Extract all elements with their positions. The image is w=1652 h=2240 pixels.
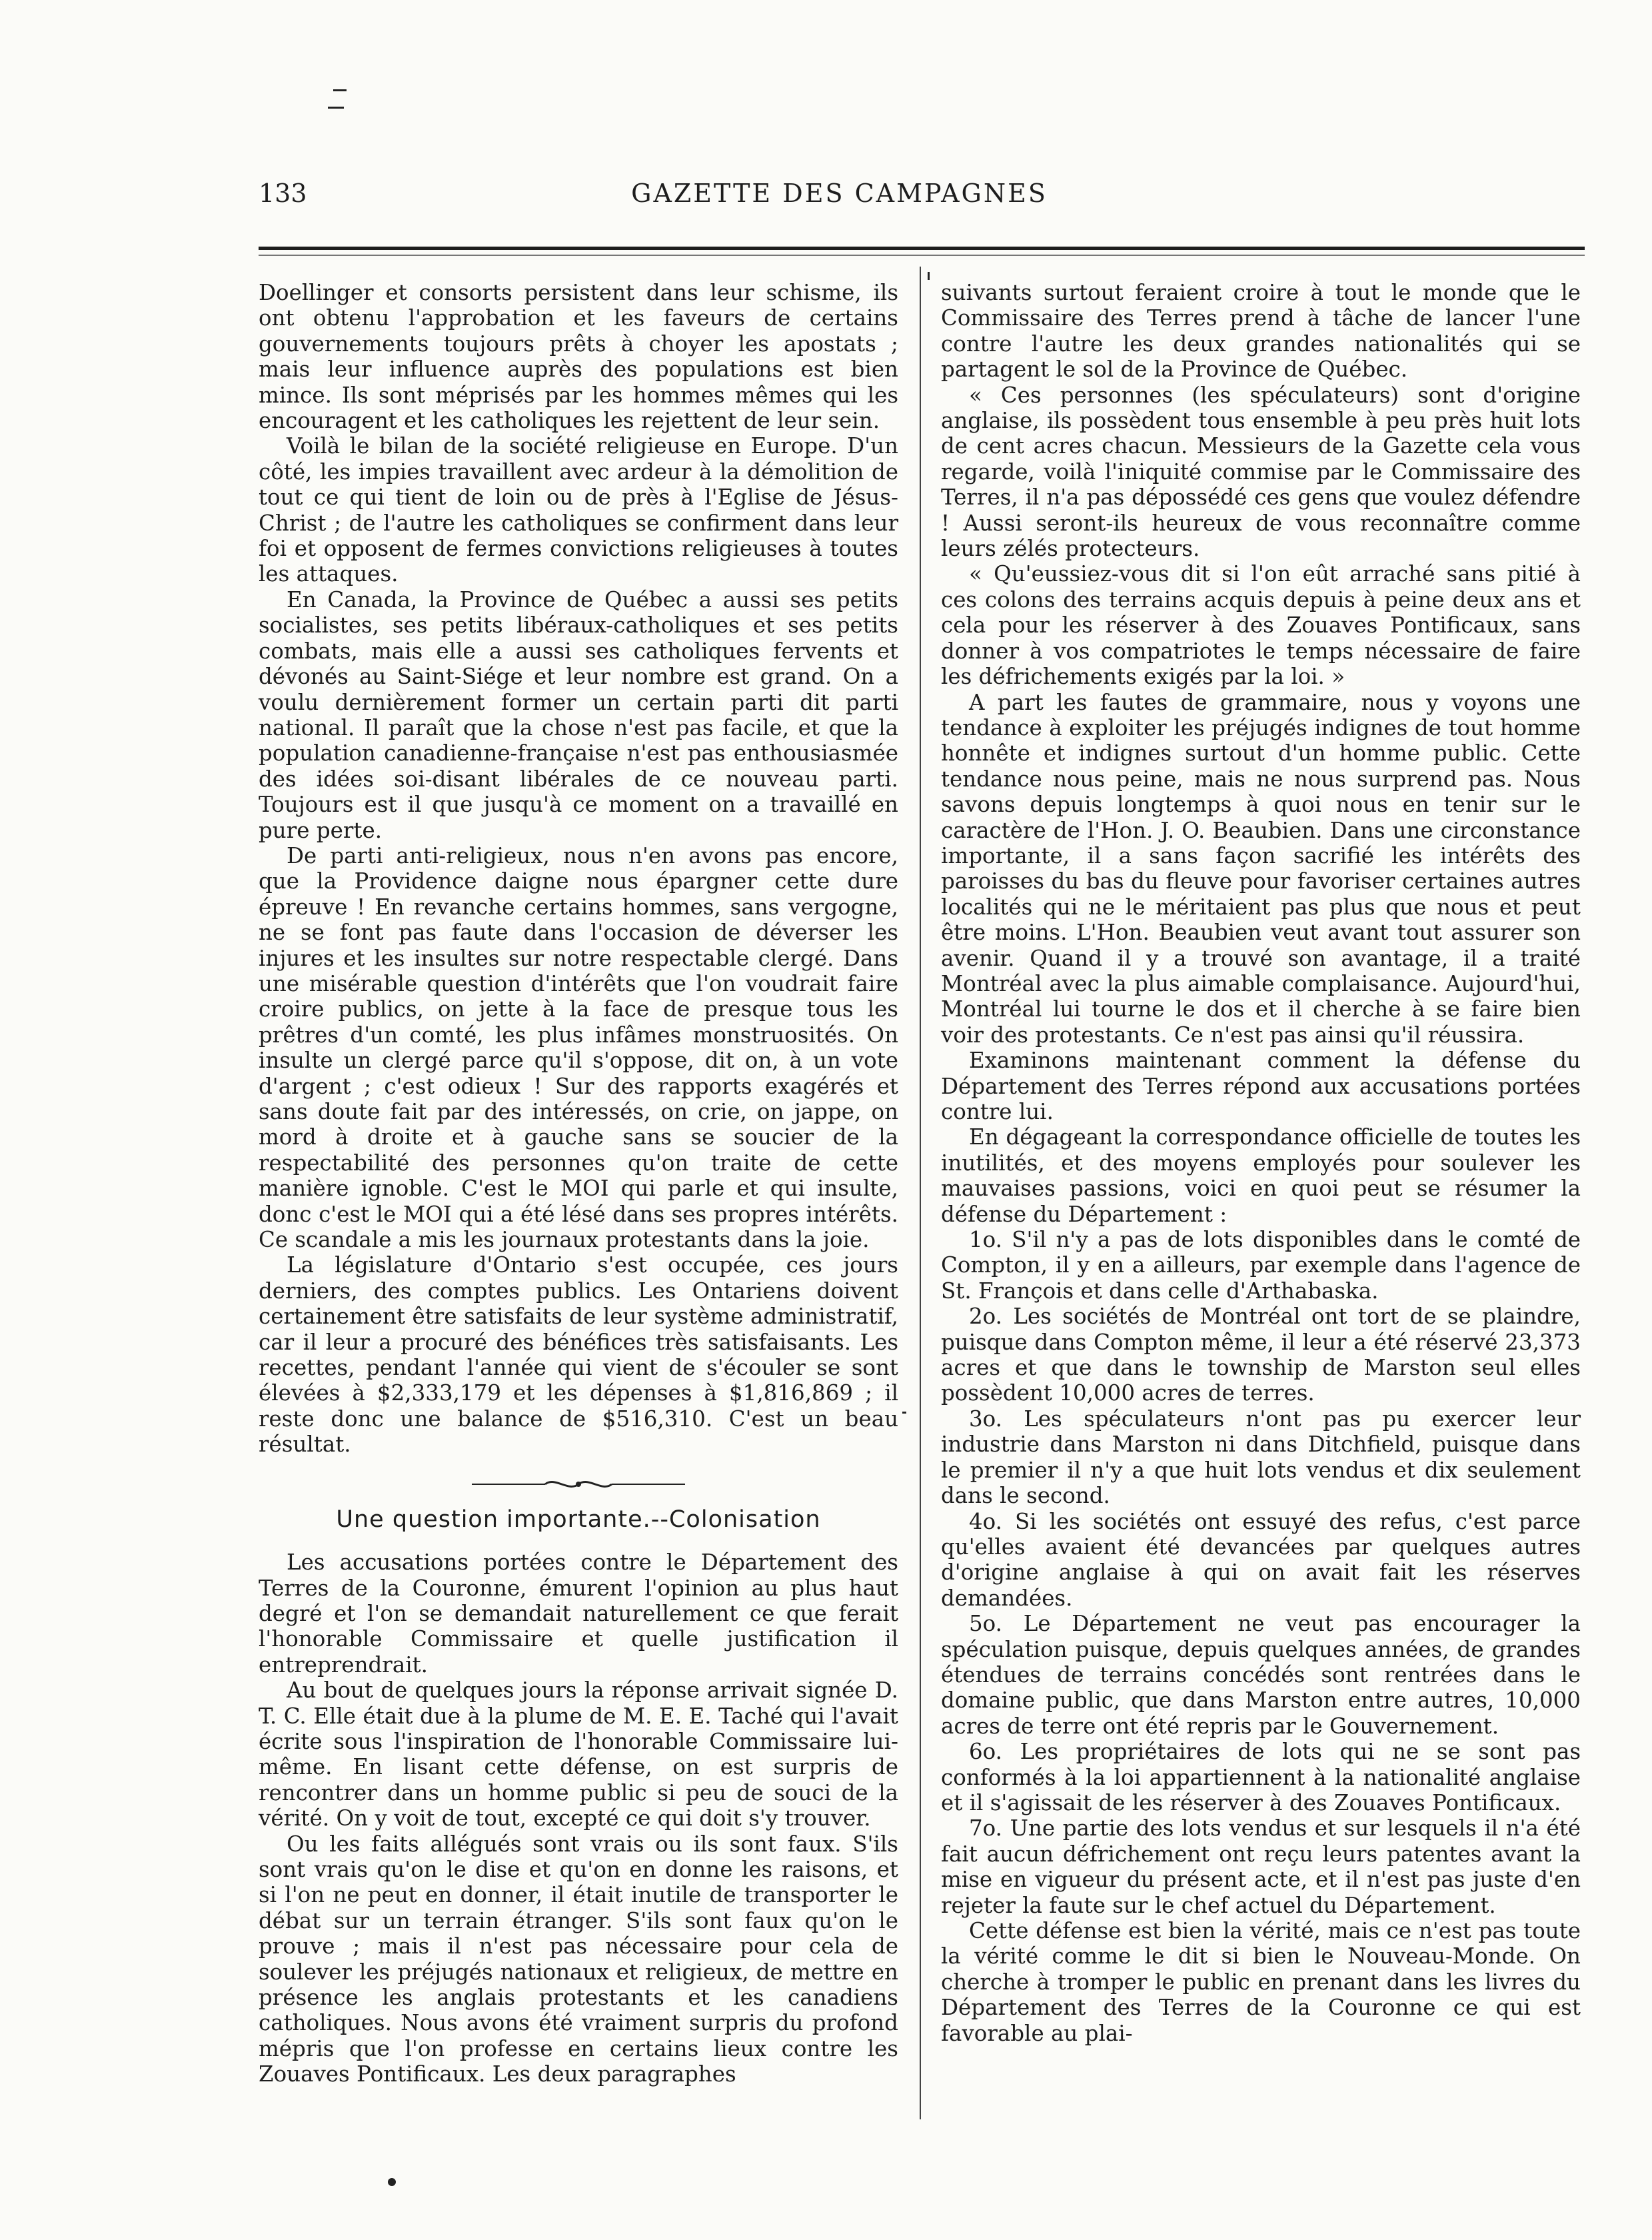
paragraph: En dégageant la correspondance officielle de toutes les inutilités, et des moyens employés pour soulever les mauvaises passions, voici en quoi peut se résumer la défense du Département : — [941, 1124, 1581, 1227]
section-ornament — [465, 1475, 692, 1494]
paragraph: Examinons maintenant comment la défense du Département des Terres répond aux accusations portées contre lui. — [941, 1048, 1581, 1124]
scan-mark — [328, 107, 344, 109]
column-divider — [920, 267, 921, 2119]
paragraph: En Canada, la Province de Québec a aussi ses petits socialistes, ses petits libéraux-catholiques et ses petits combats, mais elle a aussi ses catholiques fervents et dévonés au Saint-Siége et leur nombre est grand. On a voulu dernièrement former un certain parti dit parti national. Il paraît que la chose n'est pas facile, et que la population canadienne-française n'est pas enthousiasmée des idées soi-disant libérales de ce nouveau parti. Toujours est il que jusqu'à ce moment on a travaillé en pure perte. — [259, 586, 898, 843]
paragraph: « Ces personnes (les spéculateurs) sont d'origine anglaise, ils possèdent tous ensemble à peu près huit lots de cent acres chacun. Messieurs de la Gazette cela vous regarde, voilà l'iniquité commise par le Commissaire des Terres, il n'a pas dépossédé ces gens que voulez défendre ! Aussi seront-ils heureux de vous reconnaître comme leurs zélés protecteurs. — [941, 382, 1581, 562]
paragraph: « Qu'eussiez-vous dit si l'on eût arraché sans pitié à ces colons des terrains acquis depuis à peine deux ans et cela pour les réserver à des Zouaves Pontificaux, sans donner à vos compatriotes le temps nécessaire de faire les défrichements exigés par la loi. » — [941, 561, 1581, 690]
page-number: 133 — [259, 179, 307, 208]
paragraph: Cette défense est bien la vérité, mais ce n'est pas toute la vérité comme le dit si bien le Nouveau-Monde. On cherche à tromper le public en prenant dans les livres du Département des Terres de la Couronne ce qui est favorable au plai- — [941, 1918, 1581, 2046]
scan-mark — [333, 89, 347, 91]
paragraph: La législature d'Ontario s'est occupée, ces jours derniers, des comptes publics. Les Ontariens doivent certainement être satisfaits de leur système administratif, car il leur a procuré des bénéfices très satisfaisants. Les recettes, pendant l'année qui vient de s'écouler se sont élevées à $2,333,179 et les dépenses à $1,816,869 ; il reste donc une balance de $516,310. C'est un beau résultat. — [259, 1252, 898, 1458]
paragraph: Doellinger et consorts persistent dans leur schisme, ils ont obtenu l'approbation et les faveurs de certains gouvernements toujours prêts à choyer les apostats ; mais leur influence auprès des populations est bien mince. Ils sont méprisés par les hommes mêmes qui les encouragent et les catholiques les rejettent de leur sein. — [259, 280, 898, 434]
left-column — [259, 280, 898, 2087]
running-title: GAZETTE DES CAMPAGNES — [631, 179, 1048, 208]
paragraph: 7o. Une partie des lots vendus et sur lesquels il n'a été fait aucun défrichement ont reçu leurs patentes avant la mise en vigueur du présent acte, et il n'est pas juste d'en rejeter la faute sur le chef actuel du Département. — [941, 1815, 1581, 1918]
paragraph: Voilà le bilan de la société religieuse en Europe. D'un côté, les impies travaillent avec ardeur à la démolition de tout ce qui tient de loin ou de près à l'Eglise de Jésus-Christ ; de l'autre les catholiques se confirment dans leur foi et opposent de fermes convictions religieuses à toutes les attaques. — [259, 433, 898, 587]
paragraph: 5o. Le Département ne veut pas encourager la spéculation puisque, depuis quelques années, de grandes étendues de terrains concédés sont rentrées dans le domaine public, que dans Marston entre autres, 10,000 acres de terre ont été repris par le Gouvernement. — [941, 1611, 1581, 1739]
paragraph: 4o. Si les sociétés ont essuyé des refus, c'est parce qu'elles avaient été devancées par quelques autres d'origine anglaise à qui on avait fait les réserves demandées. — [941, 1508, 1581, 1611]
paragraph: Ou les faits allégués sont vrais ou ils sont faux. S'ils sont vrais qu'on le dise et qu'on en donne les raisons, et si l'on ne peut en donner, il était inutile de transporter le débat sur un terrain étranger. S'ils sont faux qu'on le prouve ; mais il n'est pas nécessaire pour cela de soulever les préjugés nationaux et religieux, de mettre en présence les anglais protestants et les canadiens catholiques. Nous avons été vraiment surpris du profond mépris que l'on professe en certains lieux contre les Zouaves Pontificaux. Les deux paragraphes — [259, 1831, 898, 2087]
paragraph: 1o. S'il n'y a pas de lots disponibles dans le comté de Compton, il y en a ailleurs, par exemple dans l'agence de St. François et dans celle d'Arthabaska. — [941, 1227, 1581, 1304]
paragraph: 2o. Les sociétés de Montréal ont tort de se plaindre, puisque dans Compton même, il leur a été réservé 23,373 acres et que dans le township de Marston seul elles possèdent 10,000 acres de terres. — [941, 1304, 1581, 1406]
scan-mark — [902, 1412, 906, 1414]
header-rule-thin — [259, 255, 1585, 256]
header-rule — [259, 247, 1585, 250]
section-title: Une question importante.--Colonisation — [336, 1506, 821, 1533]
paragraph: A part les fautes de grammaire, nous y voyons une tendance à exploiter les préjugés indignes de tout homme honnête et indignes surtout d'un homme public. Cette tendance nous peine, mais ne nous surprend pas. Nous savons depuis longtemps à quoi nous en tenir sur le caractère de l'Hon. J. O. Beaubien. Dans une circonstance importante, il a sans façon sacrifié les intérêts des paroisses du bas du fleuve pour favoriser certaines autres localités qui ne le méritaient pas plus que nous et peut être moins. L'Hon. Beaubien veut avant tout assurer son avenir. Quand il y a trouvé son avantage, il a traité Montréal avec la plus aimable complaisance. Aujourd'hui, Montréal lui tourne le dos et il cherche à se faire bien voir des protestants. Ce n'est pas ainsi qu'il réussira. — [941, 689, 1581, 1048]
paragraph: 6o. Les propriétaires de lots qui ne se sont pas conformés à la loi appartiennent à la nationalité anglaise et il s'agissait de les réserver à des Zouaves Pontificaux. — [941, 1739, 1581, 1815]
paragraph: Les accusations portées contre le Département des Terres de la Couronne, émurent l'opinion au plus haut degré et l'on se demandait naturellement ce que ferait l'honorable Commissaire et quelle justification il entreprendrait. — [259, 1550, 898, 1678]
paragraph: 3o. Les spéculateurs n'ont pas pu exercer leur industrie dans Marston ni dans Ditchfield, puisque dans le premier il n'y a que huit lots vendus et dix seulement dans le second. — [941, 1406, 1581, 1509]
scan-mark — [388, 2178, 396, 2186]
paragraph: suivants surtout feraient croire à tout le monde que le Commissaire des Terres prend à tâche de lancer l'une contre l'autre les deux grandes nationalités qui se partagent le sol de la Province de Québec. — [941, 280, 1581, 383]
paragraph: De parti anti-religieux, nous n'en avons pas encore, que la Providence daigne nous épargner cette dure épreuve ! En revanche certains hommes, sans vergogne, ne se font pas faute dans l'occasion de déverser les injures et les insultes sur notre respectable clergé. Dans une misérable question d'intérêts que l'on voudrait faire croire publics, on jette à la face de presque tous les prêtres d'un comté, les plus infâmes monstruosités. On insulte un clergé parce qu'il s'oppose, dit on, à un vote d'argent ; c'est odieux ! Sur des rapports exagérés et sans doute fait par des intéressés, on crie, on jappe, on mord à droite et à gauche sans se soucier de la respectabilité des personnes qu'on traite de cette manière ignoble. C'est le MOI qui parle et qui insulte, donc c'est le MOI qui a été lésé dans ses propres intérêts. Ce scandale a mis les journaux protestants dans la joie. — [259, 842, 898, 1253]
paragraph: Au bout de quelques jours la réponse arrivait signée D. T. C. Elle était due à la plume de M. E. E. Taché qui l'avait écrite sous l'inspiration de l'honorable Commissaire lui-même. En lisant cette défense, on est surpris de rencontrer dans un homme public si peu de souci de la vérité. On y voit de tout, excepté ce qui doit s'y trouver. — [259, 1678, 898, 1831]
scan-mark — [928, 272, 930, 280]
right-column — [941, 280, 1581, 2046]
